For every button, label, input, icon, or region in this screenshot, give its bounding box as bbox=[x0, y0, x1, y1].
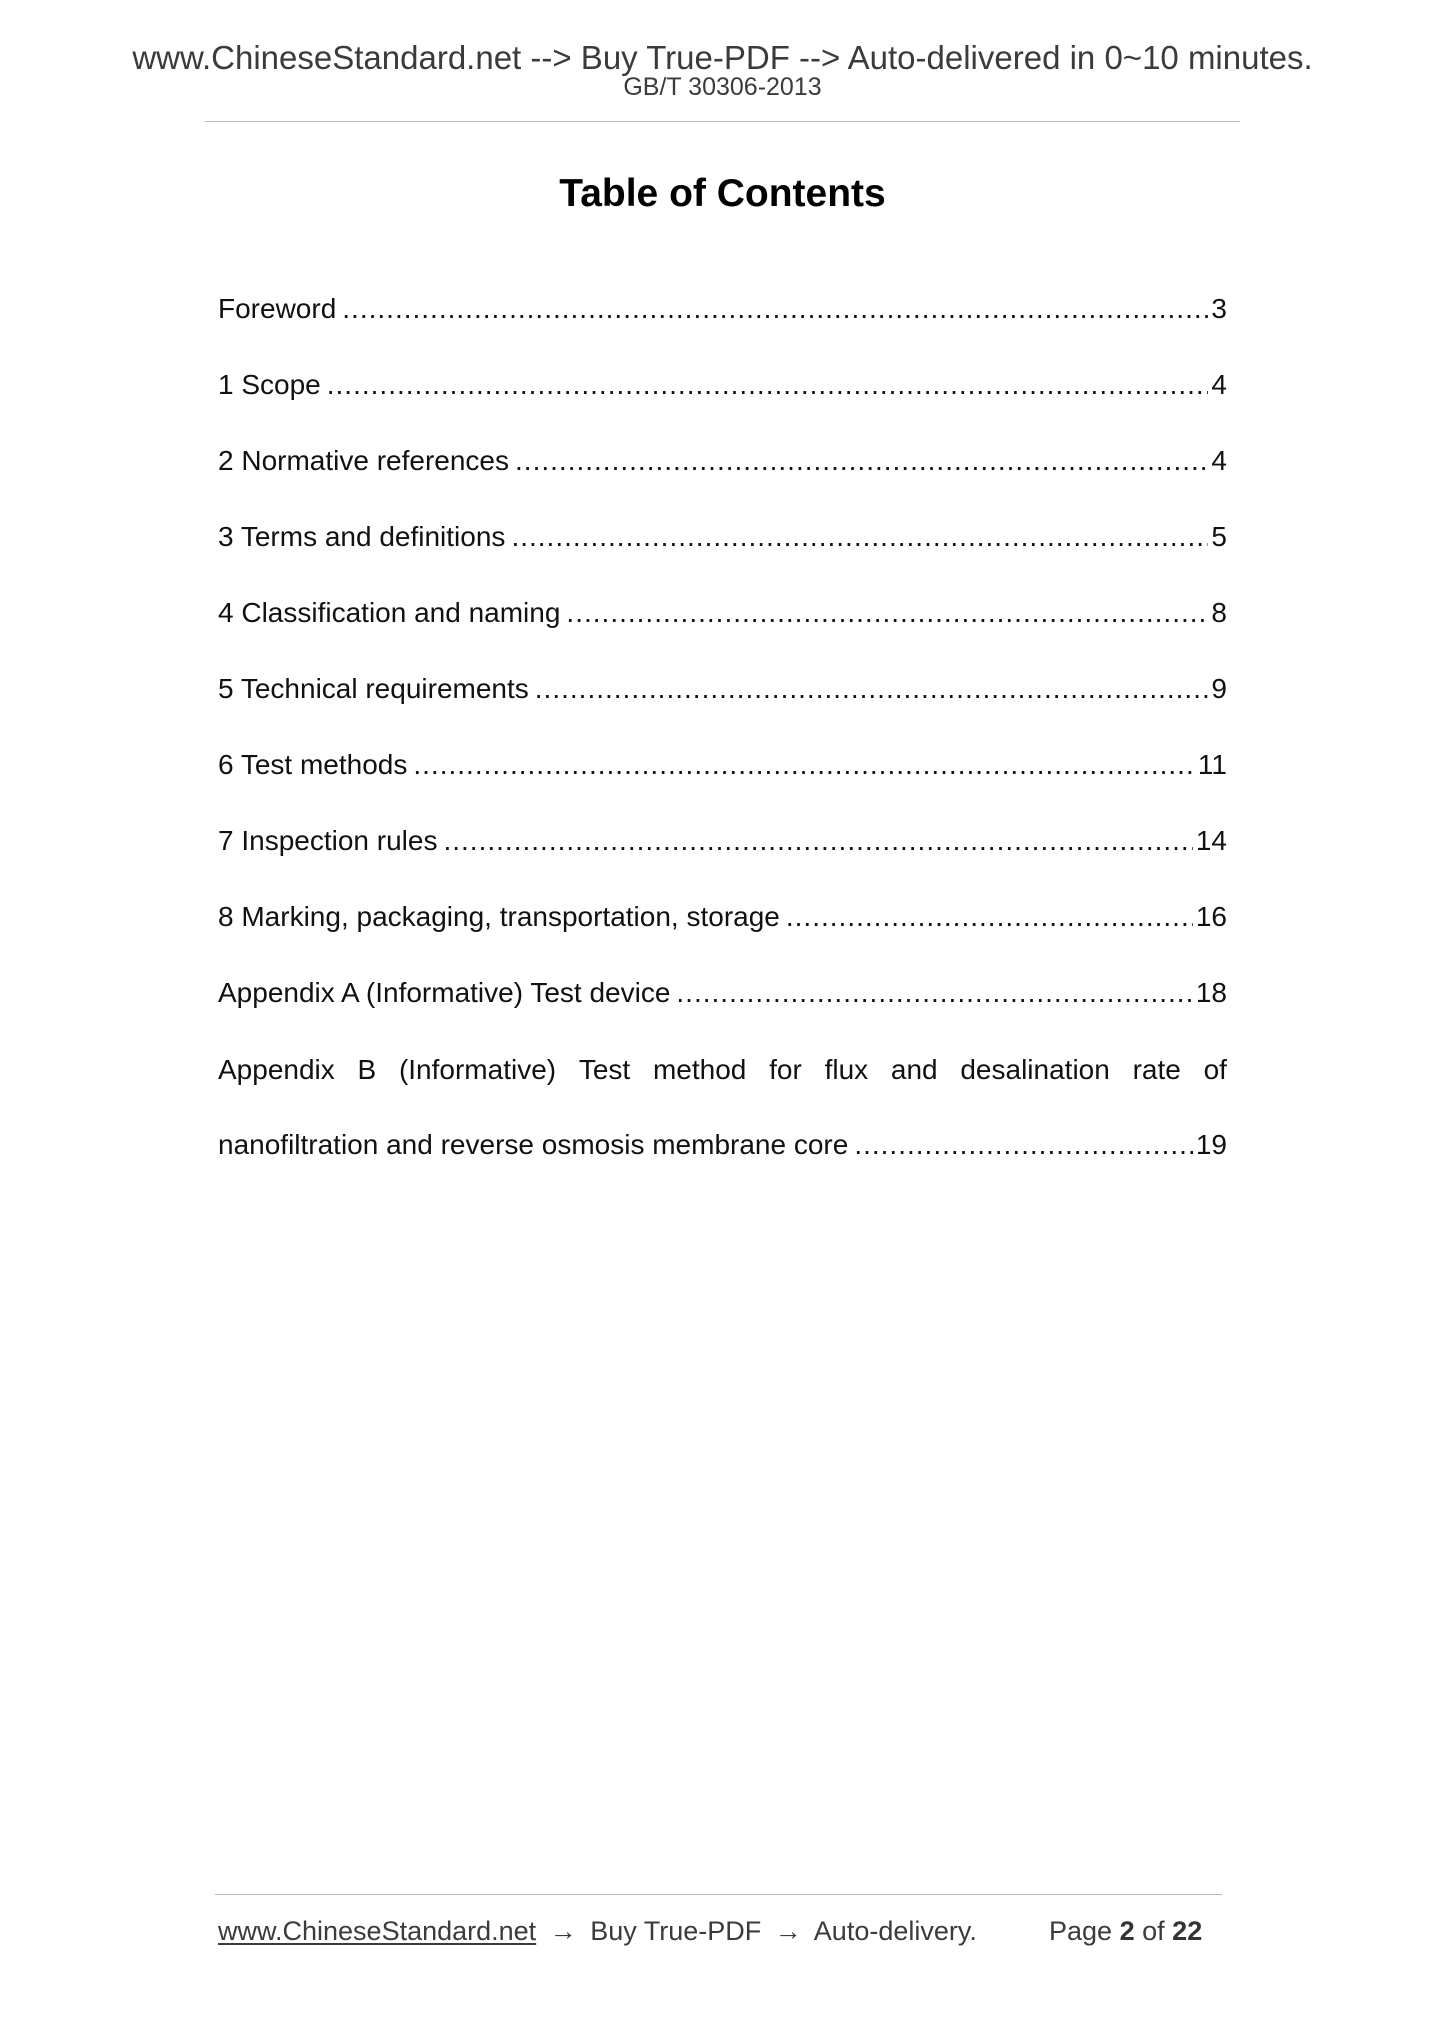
footer-site-link[interactable]: www.ChineseStandard.net bbox=[218, 1916, 537, 1946]
page-title: Table of Contents bbox=[559, 172, 886, 215]
toc-entry-page: 3 bbox=[1211, 293, 1227, 324]
toc-dot-leader bbox=[443, 824, 1192, 858]
toc-word: flux bbox=[824, 1054, 869, 1085]
arrow-right-icon: → bbox=[549, 1916, 577, 1946]
toc-entry-appendix-b-line1[interactable] bbox=[218, 1053, 1227, 1087]
toc-entry-label: 5 Technical requirements bbox=[218, 673, 529, 704]
toc-entry-page: 19 bbox=[1195, 1129, 1227, 1160]
toc-word: desalination bbox=[960, 1054, 1110, 1085]
toc-word: for bbox=[769, 1054, 802, 1085]
toc-word: of bbox=[1203, 1054, 1227, 1085]
toc-entry-page: 16 bbox=[1195, 901, 1227, 932]
toc-entry-label: 1 Scope bbox=[218, 369, 321, 400]
toc-entry-label: nanofiltration and reverse osmosis membrane core bbox=[218, 1129, 849, 1160]
toc-entry-appendix-a[interactable] bbox=[218, 976, 1227, 1010]
toc-word: Appendix bbox=[218, 1054, 335, 1085]
toc-word: (Informative) bbox=[398, 1054, 557, 1085]
footer-promo bbox=[218, 1914, 977, 1948]
document-id: GB/T 30306-2013 bbox=[623, 73, 822, 101]
arrow-right-icon: → bbox=[774, 1916, 802, 1946]
toc-dot-leader bbox=[342, 292, 1208, 326]
toc-word: rate bbox=[1132, 1054, 1181, 1085]
page-prefix: Page bbox=[1049, 1916, 1113, 1946]
toc-dot-leader bbox=[413, 748, 1195, 782]
toc-entry-label: 3 Terms and definitions bbox=[218, 521, 506, 552]
toc-entry-foreword[interactable] bbox=[218, 292, 1227, 326]
toc-entry-page: 8 bbox=[1211, 597, 1227, 628]
toc-entry-label: Foreword bbox=[218, 293, 337, 324]
toc-word: method bbox=[652, 1054, 747, 1085]
page-current: 2 bbox=[1119, 1916, 1135, 1946]
toc-entry-label: 4 Classification and naming bbox=[218, 597, 561, 628]
page-number bbox=[1049, 1914, 1202, 1948]
toc-entry-terms-and-definitions[interactable] bbox=[218, 520, 1227, 554]
toc-entry-label: 7 Inspection rules bbox=[218, 825, 438, 856]
header-divider bbox=[205, 121, 1240, 122]
toc-entry-inspection-rules[interactable] bbox=[218, 824, 1227, 858]
site-banner: www.ChineseStandard.net --> Buy True-PDF --> Auto-delivered in 0~10 minutes. bbox=[132, 39, 1313, 76]
toc-entry-label: Appendix A (Informative) Test device bbox=[218, 977, 671, 1008]
toc-dot-leader bbox=[511, 520, 1208, 554]
toc-entry-page: 11 bbox=[1197, 749, 1227, 780]
toc-entry-marking-packaging[interactable] bbox=[218, 900, 1227, 934]
toc-entry-label: 6 Test methods bbox=[218, 749, 408, 780]
toc-entry-page: 4 bbox=[1211, 369, 1227, 400]
toc-entry-classification-and-naming[interactable] bbox=[218, 596, 1227, 630]
toc-dot-leader bbox=[566, 596, 1208, 630]
toc-word: and bbox=[890, 1054, 938, 1085]
toc-entry-page: 5 bbox=[1211, 521, 1227, 552]
toc-dot-leader bbox=[515, 444, 1208, 478]
toc-entry-page: 14 bbox=[1195, 825, 1227, 856]
toc-entry-page: 18 bbox=[1195, 977, 1227, 1008]
toc-word: B bbox=[357, 1054, 377, 1085]
toc-entry-label: 8 Marking, packaging, transportation, storage bbox=[218, 901, 780, 932]
toc-dot-leader bbox=[786, 900, 1193, 934]
toc-entry-technical-requirements[interactable] bbox=[218, 672, 1227, 706]
toc-entry-label: 2 Normative references bbox=[218, 445, 510, 476]
toc-dot-leader bbox=[676, 976, 1192, 1010]
toc-dot-leader bbox=[535, 672, 1209, 706]
toc-entry-test-methods[interactable] bbox=[218, 748, 1227, 782]
toc-entry-page: 9 bbox=[1211, 673, 1227, 704]
footer-delivery-text: Auto-delivery. bbox=[813, 1916, 977, 1946]
footer-buy-text: Buy True-PDF bbox=[590, 1916, 762, 1946]
toc-entry-page: 4 bbox=[1211, 445, 1227, 476]
toc-entry-normative-references[interactable] bbox=[218, 444, 1227, 478]
footer-divider bbox=[215, 1894, 1222, 1895]
toc-word: Test bbox=[578, 1054, 631, 1085]
toc-dot-leader bbox=[327, 368, 1209, 402]
toc-dot-leader bbox=[854, 1128, 1193, 1162]
page-of: of bbox=[1142, 1916, 1165, 1946]
toc-entry-appendix-b-line2[interactable] bbox=[218, 1128, 1227, 1162]
page-total: 22 bbox=[1172, 1916, 1203, 1946]
toc-entry-scope[interactable] bbox=[218, 368, 1227, 402]
